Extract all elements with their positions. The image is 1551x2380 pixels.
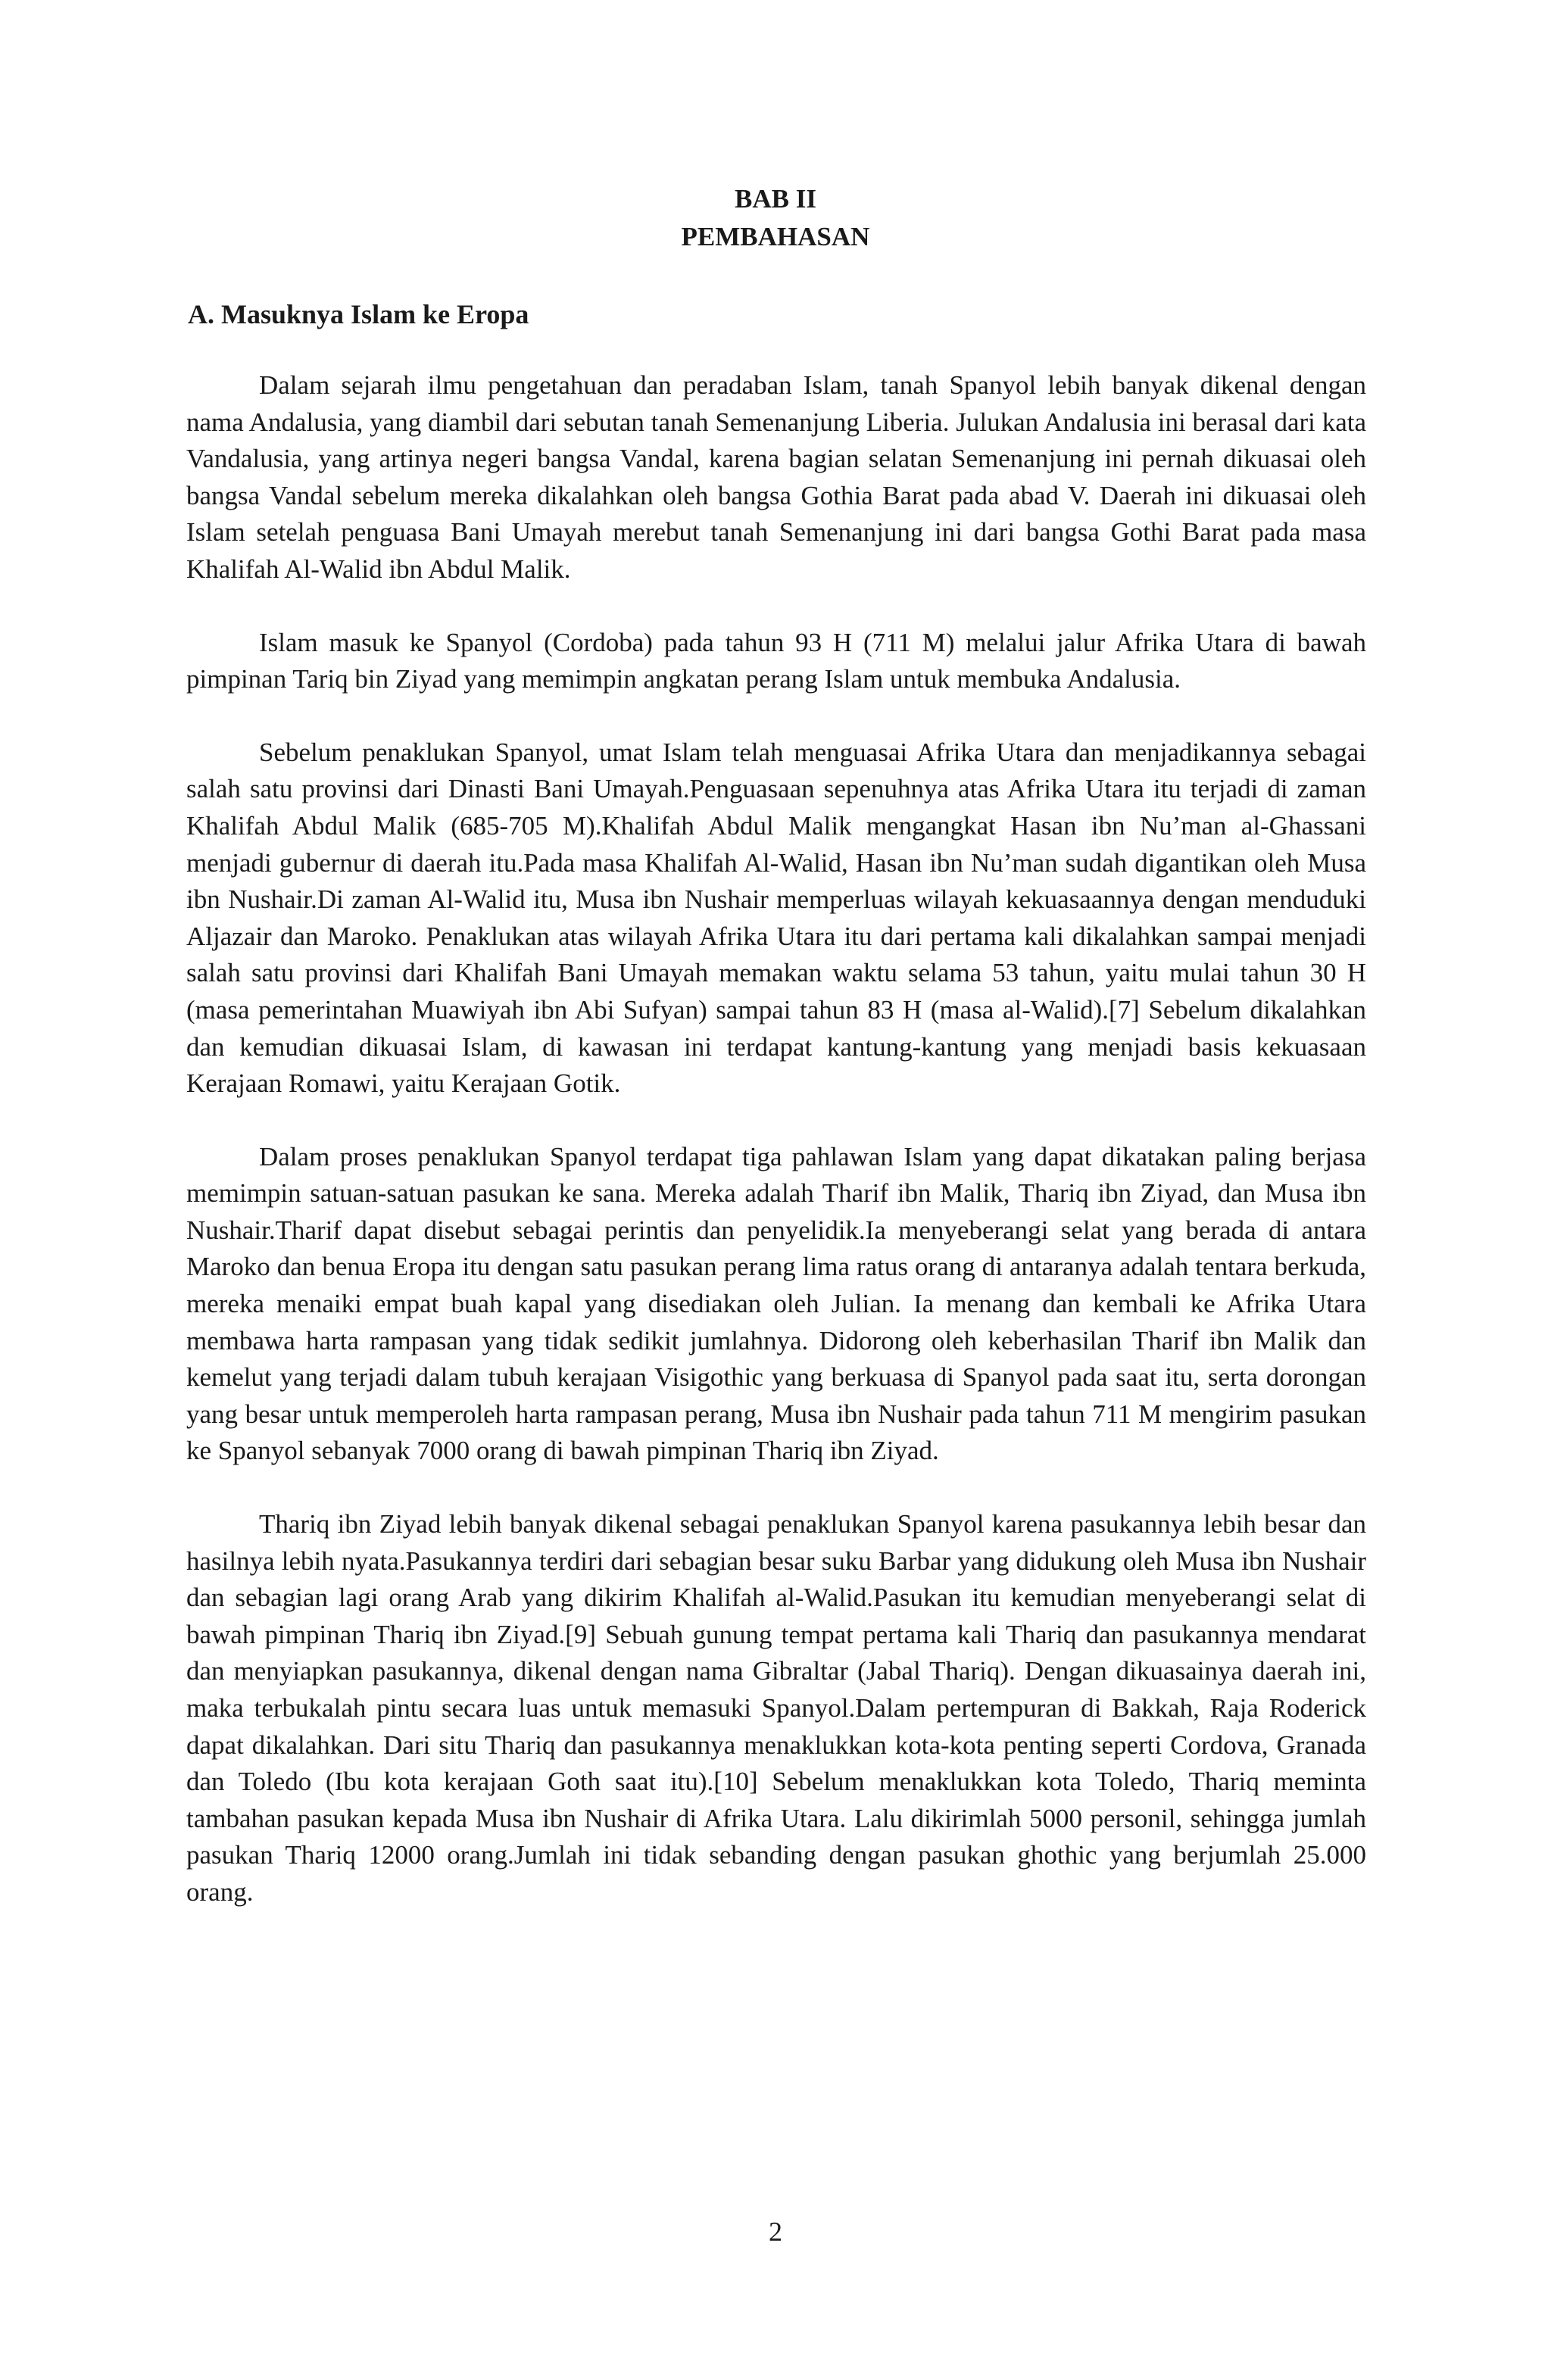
body-text: [186, 367, 1366, 1948]
paragraph: Dalam sejarah ilmu pengetahuan dan peradaban Islam, tanah Spanyol lebih banyak dikenal dengan nama Andalusia, yang diambil dari sebutan tanah Semenanjung Liberia. Julukan Andalusia ini berasal dari kata Vandalusia, yang artinya negeri bangsa Vandal, karena bagian selatan Semenanjung ini pernah dikuasai oleh bangsa Vandal sebelum mereka dikalahkan oleh bangsa Gothia Barat pada abad V. Daerah ini dikuasai oleh Islam setelah penguasa Bani Umayah merebut tanah Semenanjung ini dari bangsa Gothi Barat pada masa Khalifah Al-Walid ibn Abdul Malik.: [186, 370, 1366, 584]
chapter-heading: [0, 180, 1551, 256]
paragraph: Sebelum penaklukan Spanyol, umat Islam telah menguasai Afrika Utara dan menjadikannya sebagai salah satu provinsi dari Dinasti Bani Umayah.Penguasaan sepenuhnya atas Afrika Utara itu terjadi di zaman Khalifah Abdul Malik (685-705 M).Khalifah Abdul Malik mengangkat Hasan ibn Nu’man al-Ghassani menjadi gubernur di daerah itu.Pada masa Khalifah Al-Walid, Hasan ibn Nu’man sudah digantikan oleh Musa ibn Nushair.Di zaman Al-Walid itu, Musa ibn Nushair memperluas wilayah kekuasaannya dengan menduduki Aljazair dan Maroko. Penaklukan atas wilayah Afrika Utara itu dari pertama kali dikalahkan sampai menjadi salah satu provinsi dari Khalifah Bani Umayah memakan waktu selama 53 tahun, yaitu mulai tahun 30 H (masa pemerintahan Muawiyah ibn Abi Sufyan) sampai tahun 83 H (masa al-Walid).[7] Sebelum dikalahkan dan kemudian dikuasai Islam, di kawasan ini terdapat kantung-kantung yang menjadi basis kekuasaan Kerajaan Romawi, yaitu Kerajaan Gotik.: [186, 737, 1366, 1099]
paragraph: Thariq ibn Ziyad lebih banyak dikenal sebagai penaklukan Spanyol karena pasukannya lebih besar dan hasilnya lebih nyata.Pasukannya terdiri dari sebagian besar suku Barbar yang didukung oleh Musa ibn Nushair dan sebagian lagi orang Arab yang dikirim Khalifah al-Walid.Pasukan itu kemudian menyeberangi selat di bawah pimpinan Thariq ibn Ziyad.[9] Sebuah gunung tempat pertama kali Thariq dan pasukannya mendarat dan menyiapkan pasukannya, dikenal dengan nama Gibraltar (Jabal Thariq). Dengan dikuasainya daerah ini, maka terbukalah pintu secara luas untuk memasuki Spanyol.Dalam pertempuran di Bakkah, Raja Roderick dapat dikalahkan. Dari situ Thariq dan pasukannya menaklukkan kota-kota penting seperti Cordova, Granada dan Toledo (Ibu kota kerajaan Goth saat itu).[10] Sebelum menaklukkan kota Toledo, Thariq meminta tambahan pasukan kepada Musa ibn Nushair di Afrika Utara. Lalu dikirimlah 5000 personil, sehingga jumlah pasukan Thariq 12000 orang.Jumlah ini tidak sebanding dengan pasukan ghothic yang berjumlah 25.000 orang.: [186, 1509, 1366, 1907]
chapter-title: PEMBAHASAN: [681, 222, 870, 251]
section-title: A. Masuknya Islam ke Eropa: [188, 299, 529, 329]
chapter-number: BAB II: [735, 184, 816, 214]
paragraph: Dalam proses penaklukan Spanyol terdapat tiga pahlawan Islam yang dapat dikatakan paling berjasa memimpin satuan-satuan pasukan ke sana. Mereka adalah Tharif ibn Malik, Thariq ibn Ziyad, dan Musa ibn Nushair.Tharif dapat disebut sebagai perintis dan penyelidik.Ia menyeberangi selat yang berada di antara Maroko dan benua Eropa itu dengan satu pasukan perang lima ratus orang di antaranya adalah tentara berkuda, mereka menaiki empat buah kapal yang disediakan oleh Julian. Ia menang dan kembali ke Afrika Utara membawa harta rampasan yang tidak sedikit jumlahnya. Didorong oleh keberhasilan Tharif ibn Malik dan kemelut yang terjadi dalam tubuh kerajaan Visigothic yang berkuasa di Spanyol pada saat itu, serta dorongan yang besar untuk memperoleh harta rampasan perang, Musa ibn Nushair pada tahun 711 M mengirim pasukan ke Spanyol sebanyak 7000 orang di bawah pimpinan Thariq ibn Ziyad.: [186, 1141, 1366, 1466]
paragraph: Islam masuk ke Spanyol (Cordoba) pada tahun 93 H (711 M) melalui jalur Afrika Utara di bawah pimpinan Tariq bin Ziyad yang memimpin angkatan perang Islam untuk membuka Andalusia.: [186, 627, 1366, 694]
page-number: 2: [769, 2216, 782, 2247]
